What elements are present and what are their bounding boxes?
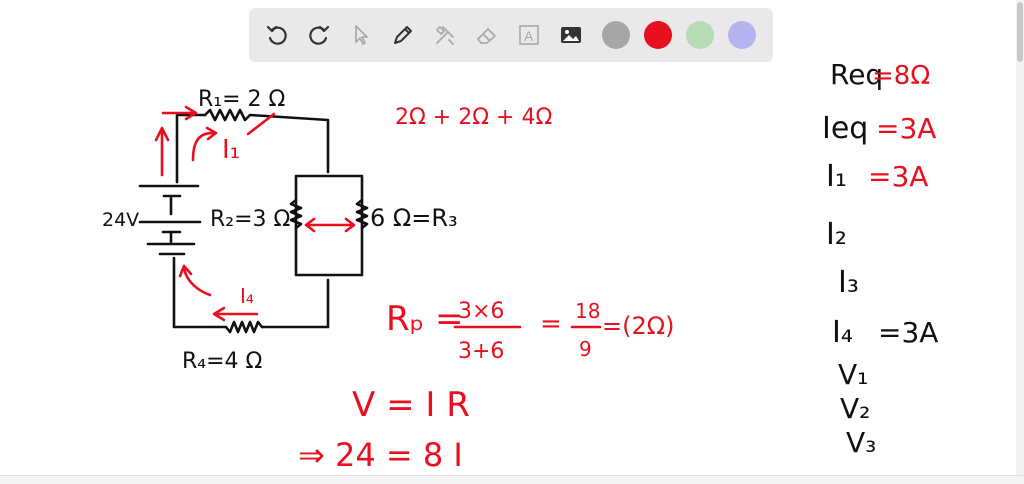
scrollbar-thumb[interactable] <box>1017 2 1023 62</box>
result-i2-label: I₂ <box>826 217 847 252</box>
series-sum: 2Ω + 2Ω + 4Ω <box>395 105 553 130</box>
pointer-icon <box>348 22 374 48</box>
i1-label: I₁ <box>222 135 241 165</box>
result-v1-label: V₁ <box>838 358 869 391</box>
pen-icon <box>390 22 416 48</box>
color-swatch-green[interactable] <box>686 21 714 49</box>
result-i1-label: I₁ <box>826 159 847 194</box>
result-i1-value: =3A <box>868 160 929 193</box>
result-i4-value: =3A <box>878 316 939 349</box>
redo-button[interactable] <box>301 17 337 53</box>
r3-label: 6 Ω=R₃ <box>370 204 458 232</box>
undo-icon <box>264 22 290 48</box>
r4-label: R₄=4 Ω <box>182 349 263 374</box>
rp-numerator: 3×6 <box>458 299 505 324</box>
rp-equals: = <box>540 309 562 339</box>
text-icon <box>516 22 542 48</box>
tools-button[interactable] <box>427 17 463 53</box>
result-ieq-label: Ieq <box>822 111 869 146</box>
rp-denominator-2: 9 <box>579 337 592 361</box>
redo-icon <box>306 22 332 48</box>
vertical-scrollbar[interactable] <box>1016 0 1024 484</box>
ohms-law-substituted: ⇒ 24 = 8 I <box>298 436 463 474</box>
horizontal-scrollbar[interactable] <box>0 475 1024 484</box>
rp-result: =(2Ω) <box>602 312 675 340</box>
eraser-icon <box>474 22 500 48</box>
image-tool-button[interactable] <box>553 17 589 53</box>
undo-button[interactable] <box>259 17 295 53</box>
result-req-label: Req <box>830 58 884 91</box>
result-req-value: =8Ω <box>872 61 931 91</box>
color-swatch-gray[interactable] <box>602 21 630 49</box>
drawing-toolbar <box>249 8 773 62</box>
result-i4-label: I₄ <box>832 315 853 350</box>
results-list <box>822 58 938 459</box>
rp-label: Rₚ = <box>386 299 464 339</box>
ohms-law: V = I R <box>352 385 470 425</box>
r1-label: R₁= 2 Ω <box>198 87 286 112</box>
i4-label: I₄ <box>240 284 254 308</box>
result-ieq-value: =3A <box>876 112 937 145</box>
image-icon <box>558 22 584 48</box>
result-v3-label: V₃ <box>846 426 877 459</box>
rp-denominator: 3+6 <box>458 339 505 364</box>
battery-symbol <box>140 186 200 254</box>
eraser-tool-button[interactable] <box>469 17 505 53</box>
color-swatch-purple[interactable] <box>728 21 756 49</box>
pointer-tool-button[interactable] <box>343 17 379 53</box>
text-tool-button[interactable] <box>511 17 547 53</box>
parallel-calc <box>386 299 674 364</box>
tools-icon <box>432 22 458 48</box>
rp-numerator-2: 18 <box>575 299 601 323</box>
result-v2-label: V₂ <box>840 392 871 425</box>
r2-label: R₂=3 Ω <box>210 207 291 232</box>
color-swatch-red[interactable] <box>644 21 672 49</box>
text-tool-glyph: A <box>524 28 534 44</box>
pen-tool-button[interactable] <box>385 17 421 53</box>
result-i3-label: I₃ <box>838 265 859 300</box>
battery-label: 24V <box>102 209 140 231</box>
